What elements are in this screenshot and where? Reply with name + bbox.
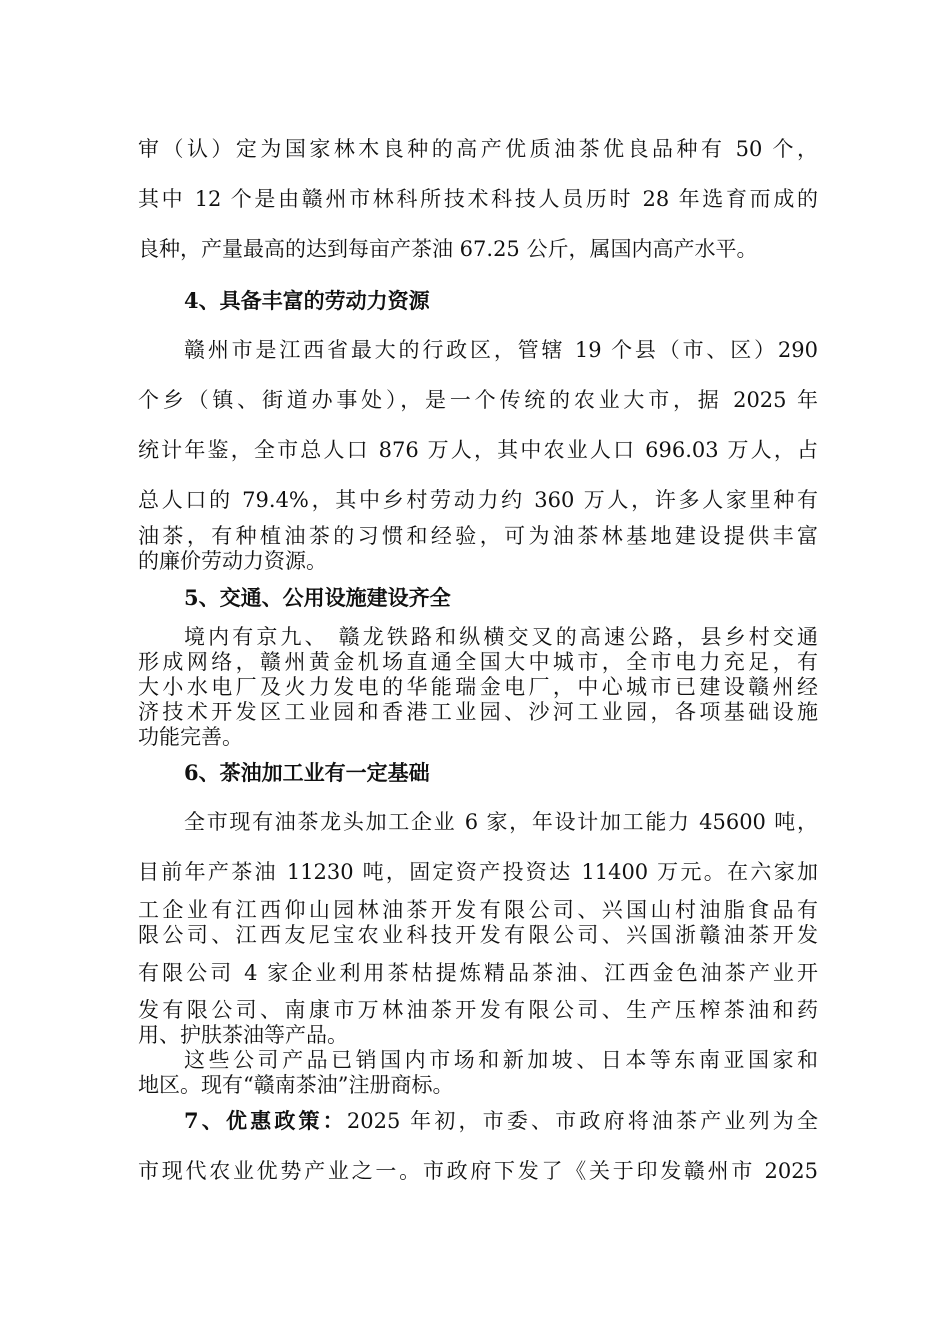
text-line: 发有限公司、南康市万林油茶开发有限公司、生产压榨茶油和药 bbox=[138, 998, 818, 1022]
text-line: 良种，产量最高的达到每亩产茶油 67.25 公斤，属国内高产水平。 bbox=[138, 237, 758, 261]
text-line: 全市现有油茶龙头加工企业 6 家，年设计加工能力 45600 吨， bbox=[184, 810, 818, 834]
text-line: 目前年产茶油 11230 吨，固定资产投资达 11400 万元。在六家加 bbox=[138, 860, 818, 884]
text-line: 这些公司产品已销国内市场和新加坡、日本等东南亚国家和 bbox=[184, 1048, 818, 1072]
text-line: 有限公司 4 家企业利用茶枯提炼精品茶油、江西金色油茶产业开 bbox=[138, 961, 818, 985]
text-line: 大小水电厂及火力发电的华能瑞金电厂，中心城市已建设赣州经 bbox=[138, 675, 818, 699]
text-line: 的廉价劳动力资源。 bbox=[138, 549, 327, 573]
text-line: 审（认）定为国家林木良种的高产优质油茶优良品种有 50 个， bbox=[138, 137, 818, 161]
text-line: 境内有京九、 赣龙铁路和纵横交叉的高速公路，县乡村交通 bbox=[184, 625, 818, 649]
section-heading: 4、具备丰富的劳动力资源 bbox=[184, 288, 430, 313]
text-line: 其中 12 个是由赣州市林科所技术科技人员历时 28 年选育而成的 bbox=[138, 187, 818, 211]
text-line: 形成网络，赣州黄金机场直通全国大中城市，全市电力充足，有 bbox=[138, 650, 818, 674]
section-heading: 7、优惠政策： bbox=[184, 1108, 347, 1133]
text-line: 个乡（镇、街道办事处），是一个传统的农业大市，据 2025 年 bbox=[138, 388, 818, 412]
text-run: 2025 年初，市委、市政府将油茶产业列为全 bbox=[346, 1109, 818, 1133]
section-7-line bbox=[184, 1108, 818, 1134]
text-line: 功能完善。 bbox=[138, 725, 243, 749]
section-heading: 6、茶油加工业有一定基础 bbox=[184, 760, 430, 785]
text-line: 用、护肤茶油等产品。 bbox=[138, 1023, 348, 1047]
text-line: 工企业有江西仰山园林油茶开发有限公司、兴国山村油脂食品有 bbox=[138, 898, 818, 922]
text-line: 油茶，有种植油茶的习惯和经验，可为油茶林基地建设提供丰富 bbox=[138, 524, 818, 548]
text-line: 统计年鉴，全市总人口 876 万人，其中农业人口 696.03 万人，占 bbox=[138, 438, 818, 462]
text-line: 济技术开发区工业园和香港工业园、沙河工业园，各项基础设施 bbox=[138, 700, 818, 724]
section-heading: 5、交通、公用设施建设齐全 bbox=[184, 585, 451, 610]
text-line: 市现代农业优势产业之一。市政府下发了《关于印发赣州市 2025 bbox=[138, 1159, 818, 1183]
text-line: 总人口的 79.4%，其中乡村劳动力约 360 万人，许多人家里种有 bbox=[138, 488, 818, 512]
text-line: 地区。现有“赣南茶油”注册商标。 bbox=[138, 1073, 454, 1097]
text-line: 赣州市是江西省最大的行政区，管辖 19 个县（市、区）290 bbox=[184, 338, 818, 362]
text-line: 限公司、江西友尼宝农业科技开发有限公司、兴国浙赣油茶开发 bbox=[138, 923, 818, 947]
